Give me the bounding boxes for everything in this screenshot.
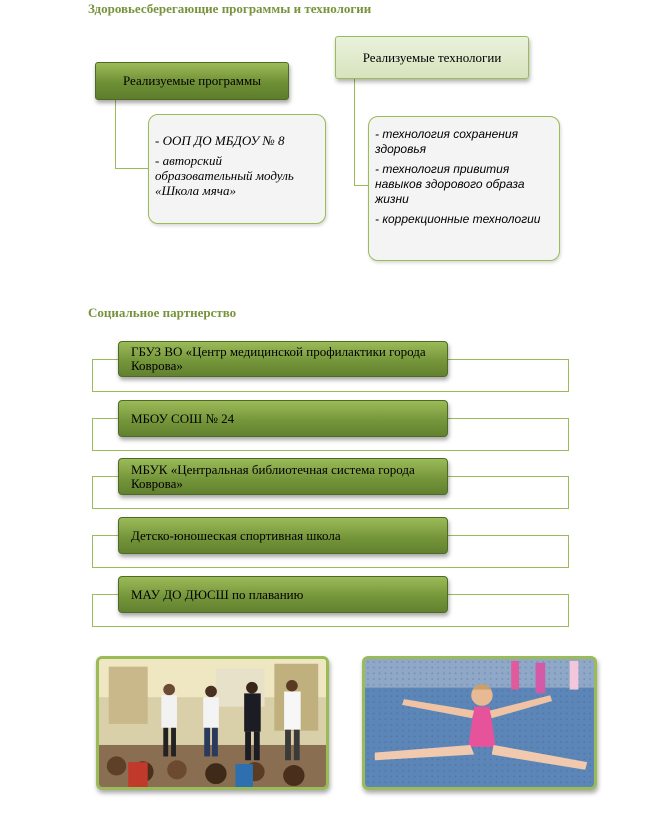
partner-item bbox=[118, 458, 448, 495]
partner-item bbox=[118, 517, 448, 554]
photo-gymnast bbox=[362, 656, 597, 790]
technologies-header-label: Реализуемые технологии bbox=[362, 49, 502, 65]
connector-technologies bbox=[354, 79, 369, 186]
photo-violinists bbox=[96, 656, 329, 790]
partner-label: МАУ ДО ДЮСШ по плаванию bbox=[131, 586, 304, 602]
section-title-partnership: Социальное партнерство bbox=[88, 305, 237, 320]
technology-item: - технология привития навыков здорового образа жизни bbox=[375, 162, 525, 206]
partner-label: МБОУ СОШ № 24 bbox=[131, 410, 235, 426]
technologies-header bbox=[335, 36, 529, 79]
programs-header bbox=[95, 62, 289, 100]
partner-label: МБУК «Центральная библиотечная система города Коврова» bbox=[131, 461, 415, 491]
connector-programs bbox=[115, 100, 149, 169]
programs-header-label: Реализуемые программы bbox=[122, 73, 261, 88]
programs-list bbox=[148, 114, 326, 224]
photo-gymnast-image bbox=[365, 659, 594, 787]
program-item: - авторский образовательный модуль «Школа мяча» bbox=[155, 153, 294, 198]
program-item: - ООП ДО МБДОУ № 8 bbox=[155, 133, 285, 148]
partner-label: ГБУЗ ВО «Центр медицинской профилактики города Коврова» bbox=[131, 344, 426, 373]
partner-item bbox=[118, 400, 448, 437]
photo-violinists-image bbox=[99, 659, 326, 787]
technology-item: - технология сохранения здоровья bbox=[375, 127, 518, 156]
partner-item bbox=[118, 576, 448, 613]
partner-label: Детско-юношеская спортивная школа bbox=[131, 527, 341, 543]
partner-item bbox=[118, 341, 448, 377]
technologies-list bbox=[368, 116, 560, 261]
section-title-programs: Здоровьесберегающие программы и технологии bbox=[88, 1, 372, 16]
technology-item: - коррекционные технологии bbox=[375, 212, 541, 226]
